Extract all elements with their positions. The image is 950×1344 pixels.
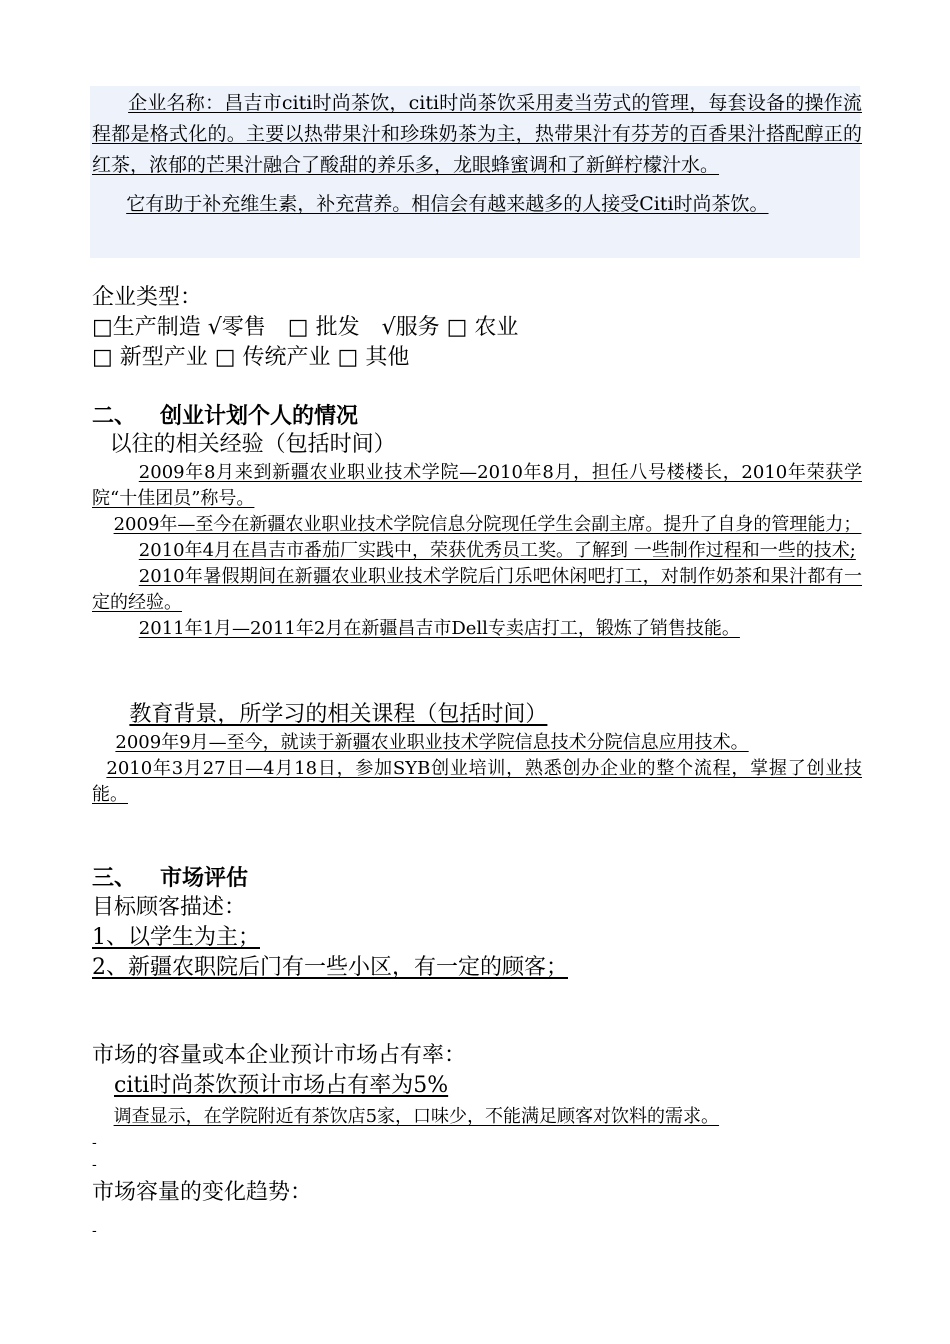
market-capacity-item-1: citi时尚茶饮预计市场占有率为5% bbox=[114, 1073, 449, 1098]
target-customer-item-1: 1、以学生为主； bbox=[92, 925, 260, 950]
experience-item-5: 2011年1月—2011年2月在新疆昌吉市Dell专卖店打工，锻炼了销售技能。 bbox=[138, 618, 740, 639]
section-3-title: 市场评估 bbox=[160, 865, 249, 891]
section-3-heading bbox=[92, 863, 868, 893]
section-2-title: 创业计划个人的情况 bbox=[160, 403, 359, 429]
market-capacity-label: 市场的容量或本企业预计市场占有率： bbox=[92, 1043, 467, 1068]
trend-dash-block bbox=[92, 1222, 868, 1240]
experience-label: 以往的相关经验（包括时间） bbox=[109, 432, 396, 457]
intro-block bbox=[92, 88, 862, 220]
section-3-number: 三、 bbox=[92, 865, 137, 891]
section-2-heading bbox=[92, 401, 868, 431]
intro-paragraph-1: 企业名称：昌吉市citi时尚茶饮，citi时尚茶饮采用麦当劳式的管理，每套设备的操作流程都是格式化的。主要以热带果汁和珍珠奶茶为主，热带果汁有芬芳的百香果汁搭配醇正的红茶，浓郁的芒果汁融合了酸甜的养乐多，龙眼蜂蜜调和了新鲜柠檬汁水。 bbox=[92, 92, 862, 176]
experience-item-2: 2009年—至今在新疆农业职业技术学院信息分院现任学生会副主席。提升了自身的管理能力； bbox=[113, 514, 862, 535]
dash-line-1: - bbox=[92, 1135, 97, 1151]
section-2-number: 二、 bbox=[92, 403, 137, 429]
education-label-block bbox=[92, 700, 868, 730]
market-capacity-item-2: 调查显示，在学院附近有茶饮店5家，口味少，不能满足顾客对饮料的需求。 bbox=[113, 1106, 720, 1127]
enterprise-type-block bbox=[92, 283, 868, 373]
education-item-2: 2010年3月27日—4月18日，参加SYB创业培训，熟悉创办企业的整个流程，掌握了创业技能。 bbox=[92, 758, 862, 805]
education-label: 教育背景，所学习的相关课程（包括时间） bbox=[129, 702, 548, 727]
education-list bbox=[92, 730, 862, 808]
target-customer-item-2: 2、新疆农职院后门有一些小区，有一定的顾客； bbox=[92, 955, 568, 980]
target-customer-label: 目标顾客描述： bbox=[92, 895, 247, 920]
market-capacity-detail bbox=[92, 1104, 868, 1174]
experience-label-block bbox=[92, 430, 868, 460]
trend-label: 市场容量的变化趋势： bbox=[92, 1180, 313, 1205]
dash-line-3: - bbox=[92, 1223, 97, 1239]
experience-item-3: 2010年4月在昌吉市番茄厂实践中，荣获优秀员工奖。了解到 一些制作过程和一些的技术; bbox=[138, 540, 856, 561]
experience-item-4: 2010年暑假期间在新疆农业职业技术学院后门乐吧休闲吧打工，对制作奶茶和果汁都有一定的经验。 bbox=[92, 566, 862, 613]
market-capacity-block bbox=[92, 1041, 868, 1101]
dash-line-2: - bbox=[92, 1157, 97, 1173]
education-item-1: 2009年9月—至今，就读于新疆农业职业技术学院信息技术分院信息应用技术。 bbox=[115, 732, 749, 753]
trend-block bbox=[92, 1178, 868, 1208]
experience-list bbox=[92, 460, 862, 642]
enterprise-type-options-row-2: □ 新型产业 □ 传统产业 □ 其他 bbox=[92, 345, 410, 370]
target-customer-block bbox=[92, 893, 868, 983]
intro-paragraph-2: 它有助于补充维生素，补充营养。相信会有越来越多的人接受Citi时尚茶饮。 bbox=[126, 193, 769, 215]
experience-item-1: 2009年8月来到新疆农业职业技术学院—2010年8月，担任八号楼楼长，2010年荣获学院“十佳团员”称号。 bbox=[92, 462, 862, 509]
enterprise-type-label: 企业类型： bbox=[92, 285, 203, 310]
enterprise-type-options-row-1: □生产制造 √零售 □ 批发 √服务 □ 农业 bbox=[92, 315, 519, 340]
